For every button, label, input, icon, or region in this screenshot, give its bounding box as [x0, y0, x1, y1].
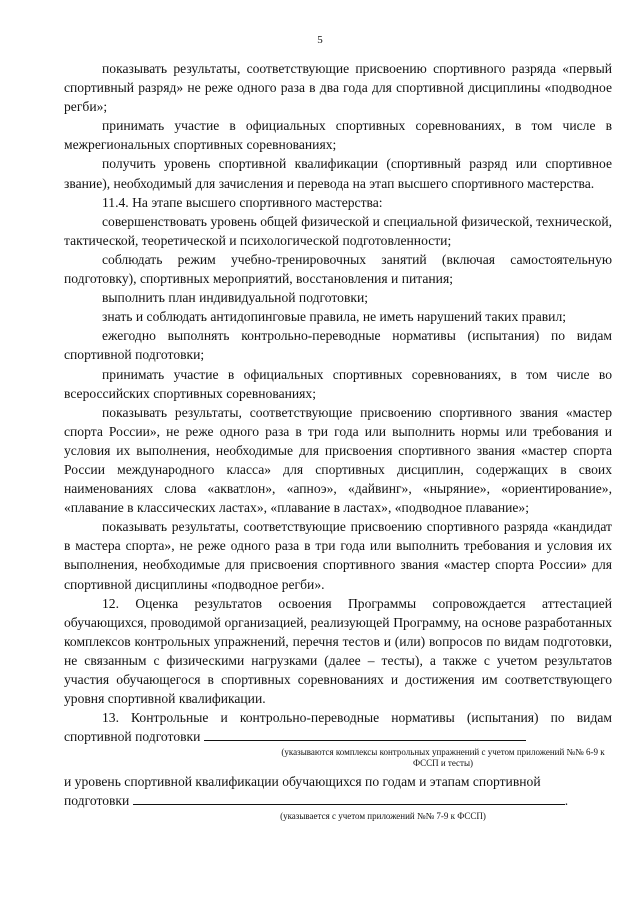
paragraph: показывать результаты, соответствующие присвоению спортивного звания «мастер спорта России», не реже одного раза в три года или выполнить нормы или требования и условия их выполнения, необходимые для присвоения спортивного звания «мастер спорта России международного класса» для спортивных дисциплин, содержащих в своих наименованиях слова «акватлон», «апноэ», «дайвинг», «ныряние», «ориентирование», «плавание в классических ластах», «плавание в ластах», «подводное плавание»;: [64, 404, 612, 516]
paragraph: показывать результаты, соответствующие присвоению спортивного разряда «первый спортивный разряд» не реже одного раза в два года для спортивной дисциплины «подводное регби»;: [64, 61, 612, 115]
paragraph: получить уровень спортивной квалификации (спортивный разряд или спортивное звание), необходимый для зачисления и перевода на этап высшего спортивного мастерства.: [64, 156, 612, 191]
caption-tests: (указываются комплексы контрольных упражнений с учетом приложений №№ 6-9 к ФССП и тесты): [281, 747, 605, 769]
document-body: [64, 59, 612, 822]
paragraph: соблюдать режим учебно-тренировочных занятий (включая самостоятельную подготовку), спортивных мероприятий, восстановления и питания;: [64, 251, 612, 287]
paragraph: ежегодно выполнять контрольно-переводные нормативы (испытания) по видам спортивной подготовки;: [64, 328, 612, 363]
paragraph-12: 12. Оценка результатов освоения Программы сопровождается аттестацией обучающихся, проводимой организацией, реализующей Программу, на основе разработанных комплексов контрольных упражнений, перечня тестов и (или) вопросов по видам подготовки, не связанным с физическими нагрузками (далее – тесты), а также с учетом результатов участия обучающегося в спортивных соревнованиях и достижения им соответствующего уровня спортивной квалификации.: [64, 595, 612, 707]
paragraph: принимать участие в официальных спортивных соревнованиях, в том числе во всероссийских спортивных соревнованиях;: [64, 366, 612, 401]
paragraph: знать и соблюдать антидопинговые правила, не иметь нарушений таких правил;: [102, 309, 566, 325]
fill-in-line-1: [204, 739, 526, 741]
paragraph: принимать участие в официальных спортивных соревнованиях, в том числе в межрегиональных спортивных соревнованиях;: [64, 118, 612, 153]
paragraph: совершенствовать уровень общей физической и специальной физической, технической, тактической, теоретической и психологической подготовленности;: [64, 213, 612, 248]
paragraph-13-text: 13. Контрольные и контрольно-переводные нормативы (испытания) по видам спортивной подготовки: [64, 710, 612, 745]
fill-in-line-2: [133, 803, 565, 805]
paragraph-13-last-word: подготовки: [64, 793, 130, 809]
paragraph: показывать результаты, соответствующие присвоению спортивного разряда «кандидат в мастера спорта», не реже одного раза в три года или выполнить требования и условия их выполнения, необходимые для присвоения спортивного звания «мастер спорта России» для спортивной дисциплины «подводное регби».: [64, 519, 612, 592]
page-number: 5: [317, 34, 323, 46]
caption-qualification: (указывается с учетом приложений №№ 7-9 к ФССП): [280, 810, 486, 821]
paragraph: выполнить план индивидуальной подготовки;: [102, 290, 369, 306]
paragraph-13-continuation: и уровень спортивной квалификации обучающихся по годам и этапам спортивной: [64, 774, 541, 790]
paragraph-13-period: .: [564, 793, 569, 809]
section-heading-11-4: 11.4. На этапе высшего спортивного мастерства:: [102, 194, 383, 210]
paragraph-13: [64, 708, 612, 746]
paragraph-13-last-line: [64, 791, 612, 810]
